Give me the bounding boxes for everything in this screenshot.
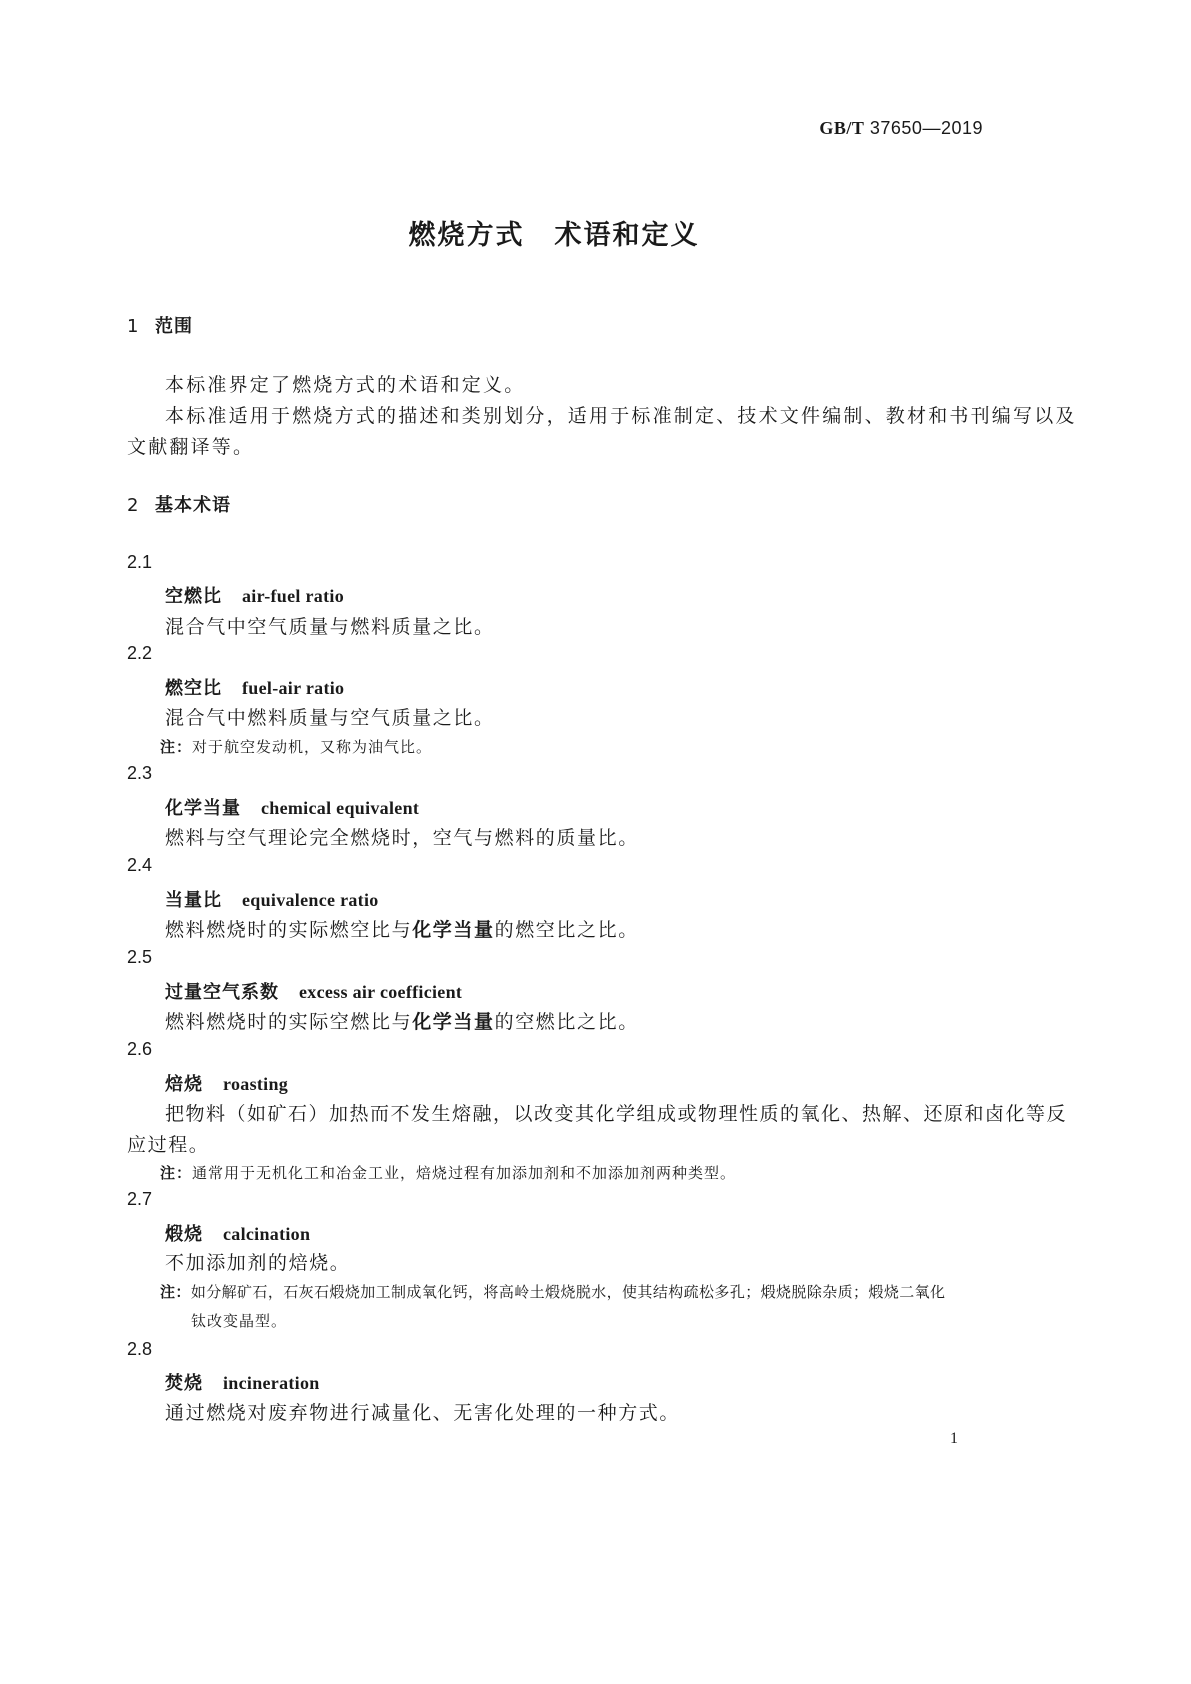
document-title [0, 213, 1108, 252]
term-2-8-number: 2.8 [127, 1339, 153, 1359]
page-number: 1 [950, 1430, 958, 1447]
term-2-7-english: calcination [223, 1224, 311, 1244]
term-2-1-heading [165, 582, 344, 608]
section-2-heading [127, 491, 231, 517]
term-2-5-definition-post: 的空燃比之比。 [494, 1011, 639, 1033]
term-2-4-definition [165, 915, 639, 942]
term-2-3-chinese: 化学当量 [165, 798, 241, 819]
term-2-8-heading [165, 1369, 320, 1395]
term-2-4-heading [165, 886, 379, 912]
term-2-5-definition-pre: 燃料燃烧时的实际空燃比与 [165, 1011, 413, 1033]
term-2-6-heading [165, 1070, 288, 1096]
term-2-3-english: chemical equivalent [261, 798, 420, 818]
section-1-title: 范围 [155, 316, 193, 337]
term-2-7-note-line-1: 如分解矿石，石灰石煅烧加工制成氧化钙，将高岭土煅烧脱水，使其结构疏松多孔；煅烧脱除杂质；煅烧二氧化 [190, 1283, 946, 1301]
note-label: 注： [160, 738, 193, 756]
term-2-4-definition-post: 的燃空比之比。 [494, 919, 639, 941]
title-part-2: 术语和定义 [554, 220, 700, 251]
term-2-3-definition: 燃料与空气理论完全燃烧时，空气与燃料的质量比。 [165, 827, 639, 849]
term-2-5-number: 2.5 [127, 947, 153, 967]
section-1-heading [127, 312, 193, 338]
term-2-7-definition: 不加添加剂的焙烧。 [165, 1252, 351, 1274]
term-2-1-chinese: 空燃比 [165, 586, 222, 607]
term-2-3-heading [165, 794, 419, 820]
term-2-4-english: equivalence ratio [242, 890, 379, 910]
term-2-1-number: 2.1 [127, 552, 153, 572]
term-2-6-number: 2.6 [127, 1039, 153, 1059]
term-2-5-definition [165, 1007, 639, 1034]
term-2-4-definition-pre: 燃料燃烧时的实际燃空比与 [165, 919, 413, 941]
scope-paragraph-2-line-2: 文献翻译等。 [127, 436, 255, 458]
term-2-7-note [160, 1281, 945, 1302]
term-2-1-english: air-fuel ratio [242, 586, 344, 606]
term-2-4-chinese: 当量比 [165, 890, 222, 911]
term-2-8-chinese: 焚烧 [165, 1373, 203, 1394]
standard-code [819, 118, 983, 139]
scope-paragraph-1: 本标准界定了燃烧方式的术语和定义。 [165, 374, 526, 396]
standard-number: 37650—2019 [869, 118, 983, 138]
section-2-number: 2 [127, 495, 139, 516]
term-2-8-definition: 通过燃烧对废弃物进行减量化、无害化处理的一种方式。 [165, 1402, 681, 1424]
term-2-2-number: 2.2 [127, 643, 153, 663]
term-2-2-english: fuel-air ratio [242, 678, 345, 698]
term-2-7-heading [165, 1220, 310, 1246]
term-2-2-note [160, 736, 432, 757]
term-2-7-note-line-2: 钛改变晶型。 [191, 1312, 288, 1330]
term-2-8-english: incineration [223, 1373, 320, 1393]
term-2-6-english: roasting [223, 1074, 289, 1094]
term-2-2-chinese: 燃空比 [165, 678, 222, 699]
scope-paragraph-2-line-1: 本标准适用于燃烧方式的描述和类别划分，适用于标准制定、技术文件编制、教材和书刊编写以及 [165, 405, 1077, 427]
term-2-5-chinese: 过量空气系数 [165, 982, 279, 1003]
term-2-2-definition: 混合气中燃料质量与空气质量之比。 [165, 707, 495, 729]
term-2-6-chinese: 焙烧 [165, 1074, 203, 1095]
title-part-1: 燃烧方式 [408, 220, 525, 251]
term-2-5-heading [165, 978, 462, 1004]
note-label: 注： [160, 1283, 191, 1301]
term-2-6-definition-line-1: 把物料（如矿石）加热而不发生熔融，以改变其化学组成或物理性质的氧化、热解、还原和卤化等反 [165, 1103, 1068, 1125]
term-2-2-heading [165, 674, 344, 700]
term-2-6-note [160, 1162, 736, 1183]
section-2-title: 基本术语 [155, 495, 231, 516]
standard-prefix: GB/T [819, 118, 865, 138]
term-2-6-definition-line-2: 应过程。 [127, 1134, 210, 1156]
term-2-1-definition: 混合气中空气质量与燃料质量之比。 [165, 616, 495, 638]
term-2-4-number: 2.4 [127, 855, 153, 875]
section-1-number: 1 [127, 316, 139, 337]
term-2-5-cross-reference: 化学当量 [412, 1011, 495, 1033]
term-2-2-note-text: 对于航空发动机，又称为油气比。 [192, 738, 433, 756]
term-2-3-number: 2.3 [127, 763, 153, 783]
term-2-7-chinese: 煅烧 [165, 1224, 203, 1245]
term-2-4-cross-reference: 化学当量 [412, 919, 495, 941]
note-label: 注： [160, 1164, 193, 1182]
term-2-7-number: 2.7 [127, 1189, 153, 1209]
term-2-5-english: excess air coefficient [299, 982, 463, 1002]
term-2-6-note-text: 通常用于无机化工和冶金工业，焙烧过程有加添加剂和不加添加剂两种类型。 [192, 1164, 737, 1182]
